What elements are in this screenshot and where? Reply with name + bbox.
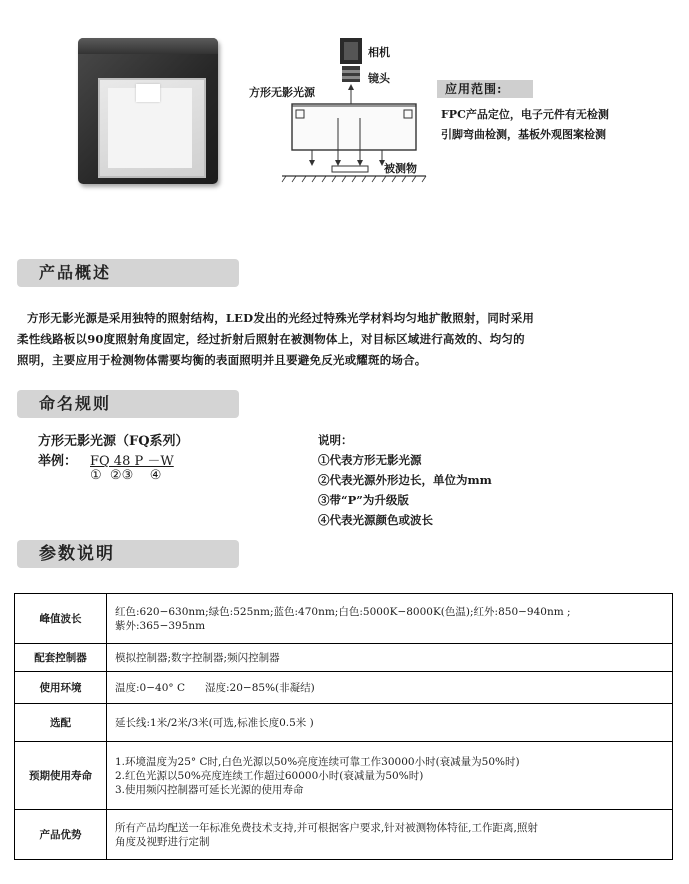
explain-item-2: ②代表光源外形边长，单位为mm <box>318 473 492 487</box>
example-code: FQ 48 P －W <box>90 454 174 469</box>
application-line-2: 引脚弯曲检测，基板外观图案检测 <box>441 128 606 141</box>
series-name: 方形无影光源（FQ系列） <box>38 434 189 449</box>
explain-item-1: ①代表方形无影光源 <box>318 453 422 467</box>
explain-item-4: ④代表光源颜色或波长 <box>318 513 433 527</box>
param-value: 延长线:1米/2米/3米(可选,标准长度0.5米 ) <box>107 704 673 742</box>
lens-label: 镜头 <box>368 72 390 85</box>
table-row <box>15 742 673 810</box>
product-photo <box>78 38 218 184</box>
light-source-label: 方形无影光源 <box>249 86 315 99</box>
overview-heading: 产品概述 <box>17 259 239 287</box>
table-row <box>15 704 673 742</box>
example-markers: ① ②③ ④ <box>90 468 162 483</box>
application-title: 应用范围: <box>437 80 533 98</box>
camera-label: 相机 <box>368 46 390 59</box>
table-row <box>15 672 673 704</box>
table-row <box>15 644 673 672</box>
overview-line-3: 照明，主要应用于检测物体需要均衡的表面照明并且要避免反光或耀斑的场合。 <box>17 353 427 367</box>
diagram-drawing <box>276 36 456 186</box>
params-heading: 参数说明 <box>17 540 239 568</box>
explain-title: 说明： <box>318 433 353 447</box>
example-label: 举例： <box>38 454 78 469</box>
param-value: 红色:620−630nm;绿色:525nm;蓝色:470nm;白色:5000K−8000K(色温);红外:850−940nm ; 紫外:365−395nm <box>107 594 673 644</box>
object-label: 被测物 <box>384 162 417 175</box>
param-key: 使用环境 <box>15 672 107 704</box>
table-row <box>15 594 673 644</box>
param-key: 选配 <box>15 704 107 742</box>
param-key: 峰值波长 <box>15 594 107 644</box>
application-line-1: FPC产品定位，电子元件有无检测 <box>441 108 609 121</box>
param-value: 1.环境温度为25° C时,白色光源以50%亮度连续可靠工作30000小时(衰减量为50%时) 2.红色光源以50%亮度连续工作超过60000小时(衰减量为50%时) 3.使用频闪控制器可延长光源的使用寿命 <box>107 742 673 810</box>
explain-item-3: ③带“P”为升级版 <box>318 493 409 507</box>
table-row <box>15 810 673 860</box>
param-key: 产品优势 <box>15 810 107 860</box>
overview-line-1: 方形无影光源是采用独特的照射结构，LED发出的光经过特殊光学材料均匀地扩散照射，同时采用 <box>27 311 535 325</box>
overview-line-2: 柔性线路板以90度照射角度固定，经过折射后照射在被测物体上，对目标区域进行高效的、均匀的 <box>17 332 525 346</box>
overview-text <box>17 308 677 371</box>
param-value: 所有产品均配送一年标准免费技术支持,并可根据客户要求,针对被测物体特征,工作距离,照射 角度及视野进行定制 <box>107 810 673 860</box>
params-table <box>14 593 673 860</box>
param-value: 温度:0−40° C 湿度:20−85%(非凝结) <box>107 672 673 704</box>
param-key: 预期使用寿命 <box>15 742 107 810</box>
lighting-diagram <box>249 36 456 186</box>
naming-heading: 命名规则 <box>17 390 239 418</box>
param-value: 模拟控制器;数字控制器;频闪控制器 <box>107 644 673 672</box>
param-key: 配套控制器 <box>15 644 107 672</box>
